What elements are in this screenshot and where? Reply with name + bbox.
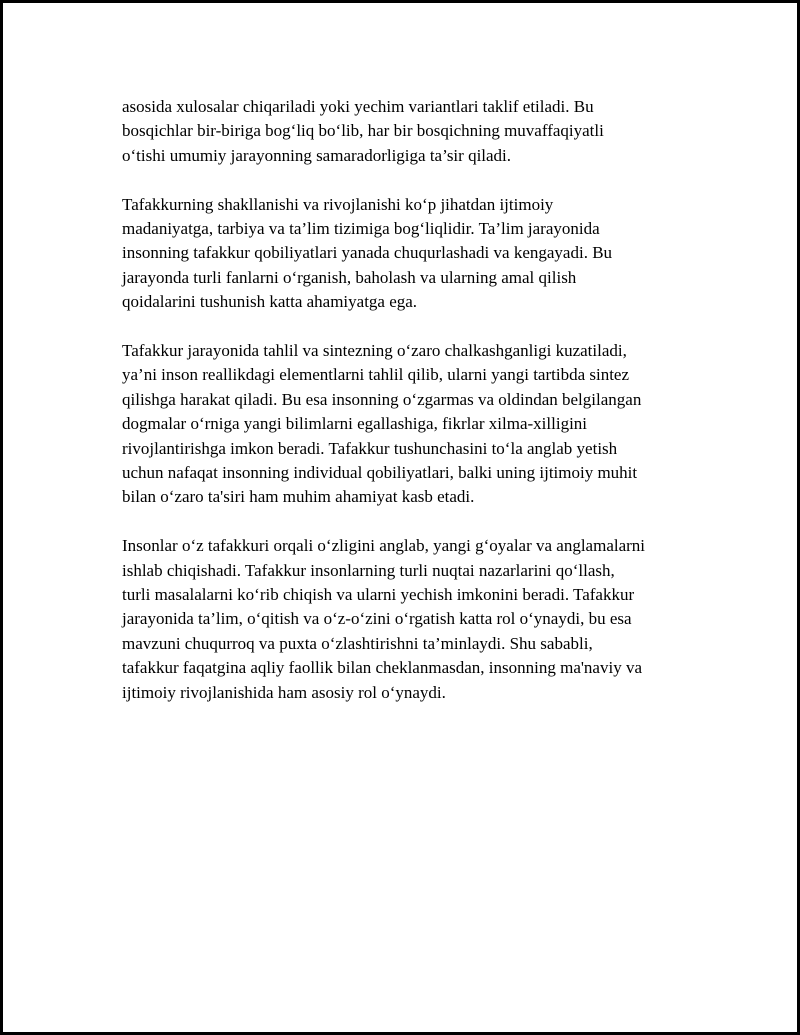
text-line: turli masalalarni ko‘rib chiqish va ularni yechish imkonini beradi. Tafakkur — [122, 585, 635, 605]
text-line: Tafakkur jarayonida tahlil va sintezning o‘zaro chalkashganligi kuzatiladi, — [122, 341, 627, 361]
paragraph-2 — [122, 193, 696, 315]
text-line: qilishga harakat qiladi. Bu esa insonning o‘zgarmas va oldindan belgilangan — [122, 389, 642, 409]
text-line: mavzuni chuqurroq va puxta o‘zlashtirishni ta’minlaydi. Shu sababli, — [122, 633, 593, 653]
paragraph-4 — [122, 534, 696, 705]
text-line: insonning tafakkur qobiliyatlari yanada chuqurlashadi va kengayadi. Bu — [122, 243, 613, 263]
text-line: ijtimoiy rivojlanishida ham asosiy rol o‘ynaydi. — [122, 682, 446, 702]
text-line: jarayonida ta’lim, o‘qitish va o‘z-o‘zini o‘rgatish katta rol o‘ynaydi, bu esa — [122, 609, 632, 629]
text-line: Insonlar o‘z tafakkuri orqali o‘zligini anglab, yangi g‘oyalar va anglamalarni — [122, 536, 646, 556]
text-line: dogmalar o‘rniga yangi bilimlarni egallashiga, fikrlar xilma-xilligini — [122, 414, 588, 434]
text-line: rivojlantirishga imkon beradi. Tafakkur tushunchasini to‘la anglab yetish — [122, 438, 618, 458]
text-line: Tafakkurning shakllanishi va rivojlanishi ko‘p jihatdan ijtimoiy — [122, 194, 554, 214]
paragraph-3 — [122, 339, 696, 510]
text-line: ya’ni inson reallikdagi elementlarni tahlil qilib, ularni yangi tartibda sintez — [122, 365, 630, 385]
text-line: o‘tishi umumiy jarayonning samaradorligiga ta’sir qiladi. — [122, 145, 512, 165]
document-body — [122, 95, 696, 730]
text-line: bosqichlar bir-biriga bog‘liq bo‘lib, har bir bosqichning muvaffaqiyatli — [122, 121, 604, 141]
text-line: ishlab chiqishadi. Tafakkur insonlarning turli nuqtai nazarlarini qo‘llash, — [122, 560, 615, 580]
text-line: madaniyatga, tarbiya va ta’lim tizimiga bog‘liqlidir. Ta’lim jarayonida — [122, 219, 600, 239]
text-line: uchun nafaqat insonning individual qobiliyatlari, balki uning ijtimoiy muhit — [122, 463, 638, 483]
paragraph-1 — [122, 95, 696, 168]
text-line: asosida xulosalar chiqariladi yoki yechim variantlari taklif etiladi. Bu — [122, 97, 594, 116]
text-line: jarayonda turli fanlarni o‘rganish, baholash va ularning amal qilish — [122, 267, 577, 287]
text-line: tafakkur faqatgina aqliy faollik bilan cheklanmasdan, insonning ma'naviy va — [122, 658, 642, 678]
text-line: bilan o‘zaro ta'siri ham muhim ahamiyat kasb etadi. — [122, 487, 475, 507]
text-line: qoidalarini tushunish katta ahamiyatga ega. — [122, 292, 418, 312]
